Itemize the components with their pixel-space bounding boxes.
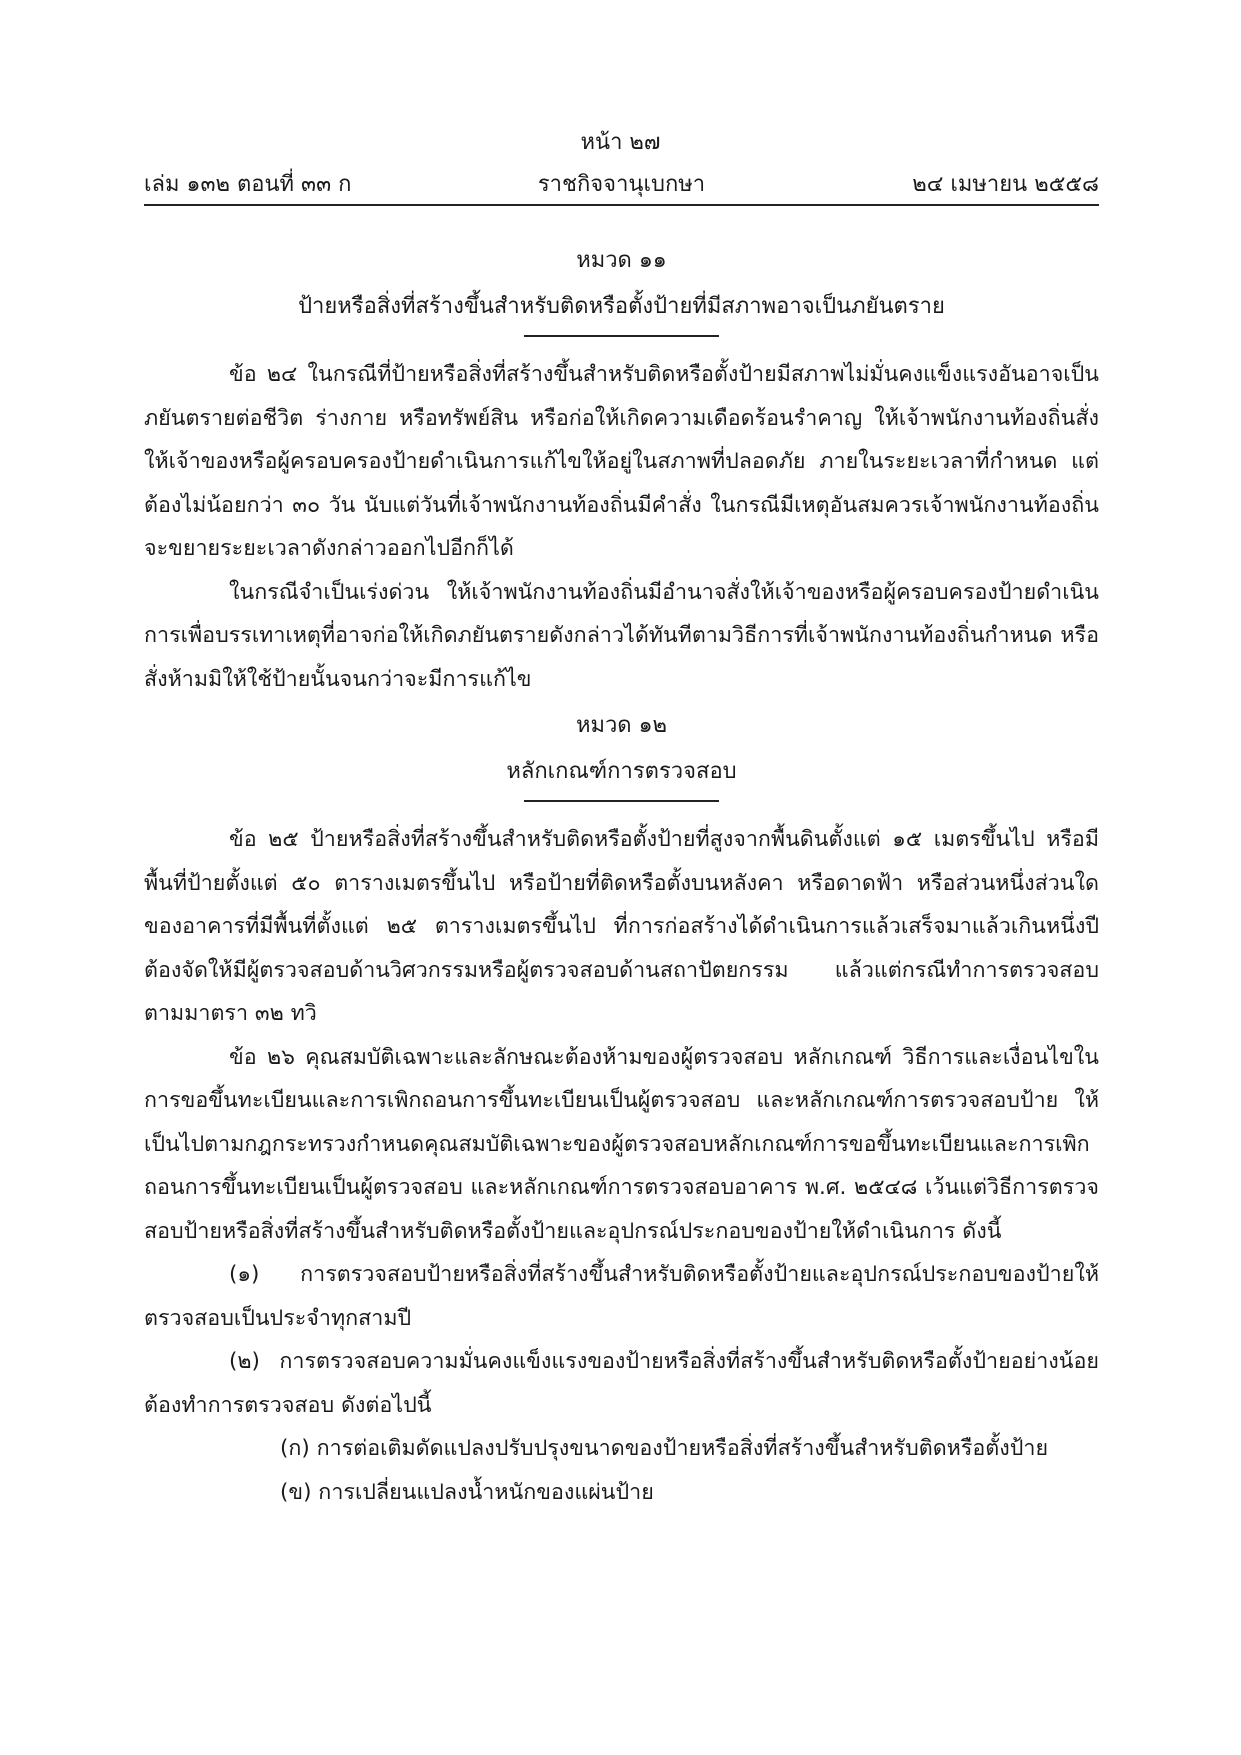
clause-26: ข้อ ๒๖ คุณสมบัติเฉพาะและลักษณะต้องห้ามของผู้ตรวจสอบ หลักเกณฑ์ วิธีการและเงื่อนไขในการขอขึ้นทะเบียนและการเพิกถอนการขึ้นทะเบียนเป็นผู้ตรวจสอบ และหลักเกณฑ์การตรวจสอบป้าย ให้เป็นไปตามกฎกระทรวงกำหนดคุณสมบัติเฉพาะของผู้ตรวจสอบหลักเกณฑ์การขอขึ้นทะเบียนและการเพิกถอนการขึ้นทะเบียนเป็นผู้ตรวจสอบ และหลักเกณฑ์การตรวจสอบอาคาร พ.ศ. ๒๕๔๘ เว้นแต่วิธีการตรวจสอบป้ายหรือสิ่งที่สร้างขึ้นสำหรับติดหรือตั้งป้ายและอุปกรณ์ประกอบของป้ายให้ดำเนินการ ดังนี้ (144, 1044, 1099, 1244)
chapter-title: หลักเกณฑ์การตรวจสอบ (506, 759, 737, 784)
chapter-title: ป้ายหรือสิ่งที่สร้างขึ้นสำหรับติดหรือตั้งป้ายที่มีสภาพอาจเป็นภยันตราย (298, 294, 945, 319)
chapter-number: หมวด ๑๒ (575, 713, 668, 738)
clause-24-paragraph-2: ในกรณีจำเป็นเร่งด่วน ให้เจ้าพนักงานท้องถิ่นมีอำนาจสั่งให้เจ้าของหรือผู้ครอบครองป้ายดำเนินการเพื่อบรรเทาเหตุที่อาจก่อให้เกิดภยันตรายดังกล่าวได้ทันทีตามวิธีการที่เจ้าพนักงานท้องถิ่นกำหนด หรือสั่งห้ามมิให้ใช้ป้ายนั้นจนกว่าจะมีการแก้ไข (144, 579, 1099, 692)
gazette-name: ราชกิจจานุเบกษา (537, 172, 706, 197)
chapter-number: หมวด ๑๑ (576, 248, 667, 273)
chapter-11-heading (144, 243, 1099, 337)
chapter-divider (524, 335, 719, 337)
subitem-ka: (ก) การต่อเติมดัดแปลงปรับปรุงขนาดของป้ายหรือสิ่งที่สร้างขึ้นสำหรับติดหรือตั้งป้าย (280, 1436, 1049, 1461)
subitem-kho: (ข) การเปลี่ยนแปลงน้ำหนักของแผ่นป้าย (280, 1479, 654, 1505)
clause-26-item-2: (๒) การตรวจสอบความมั่นคงแข็งแรงของป้ายหรือสิ่งที่สร้างขึ้นสำหรับติดหรือตั้งป้ายอย่างน้อยต้องทำการตรวจสอบ ดังต่อไปนี้ (144, 1349, 1099, 1418)
volume-issue: เล่ม ๑๓๒ ตอนที่ ๓๓ ก (144, 172, 352, 197)
page-number: หน้า ๒๗ (580, 130, 661, 155)
clause-26-item-1: (๑) การตรวจสอบป้ายหรือสิ่งที่สร้างขึ้นสำหรับติดหรือตั้งป้ายและอุปกรณ์ประกอบของป้ายให้ตรวจสอบเป็นประจำทุกสามปี (144, 1262, 1099, 1331)
chapter-11-body (144, 353, 1099, 701)
publication-date: ๒๔ เมษายน ๒๕๕๘ (912, 172, 1099, 197)
gazette-header (144, 168, 1099, 206)
clause-24: ข้อ ๒๔ ในกรณีที่ป้ายหรือสิ่งที่สร้างขึ้นสำหรับติดหรือตั้งป้ายมีสภาพไม่มั่นคงแข็งแรงอันอาจเป็นภยันตรายต่อชีวิต ร่างกาย หรือทรัพย์สิน หรือก่อให้เกิดความเดือดร้อนรำคาญ ให้เจ้าพนักงานท้องถิ่นสั่งให้เจ้าของหรือผู้ครอบครองป้ายดำเนินการแก้ไขให้อยู่ในสภาพที่ปลอดภัย ภายในระยะเวลาที่กำหนด แต่ต้องไม่น้อยกว่า ๓๐ วัน นับแต่วันที่เจ้าพนักงานท้องถิ่นมีคำสั่ง ในกรณีมีเหตุอันสมควรเจ้าพนักงานท้องถิ่นจะขยายระยะเวลาดังกล่าวออกไปอีกก็ได้ (144, 362, 1099, 561)
chapter-12-body (144, 818, 1099, 1514)
chapter-divider (524, 800, 719, 802)
chapter-12-heading (144, 708, 1099, 802)
clause-25: ข้อ ๒๕ ป้ายหรือสิ่งที่สร้างขึ้นสำหรับติดหรือตั้งป้ายที่สูงจากพื้นดินตั้งแต่ ๑๕ เมตรขึ้นไป หรือมีพื้นที่ป้ายตั้งแต่ ๕๐ ตารางเมตรขึ้นไป หรือป้ายที่ติดหรือตั้งบนหลังคา หรือดาดฟ้า หรือส่วนหนึ่งส่วนใดของอาคารที่มีพื้นที่ตั้งแต่ ๒๕ ตารางเมตรขึ้นไป ที่การก่อสร้างได้ดำเนินการแล้วเสร็จมาแล้วเกินหนึ่งปี ต้องจัดให้มีผู้ตรวจสอบด้านวิศวกรรมหรือผู้ตรวจสอบด้านสถาปัตยกรรม แล้วแต่กรณีทำการตรวจสอบตามมาตรา ๓๒ ทวิ (144, 827, 1099, 1026)
